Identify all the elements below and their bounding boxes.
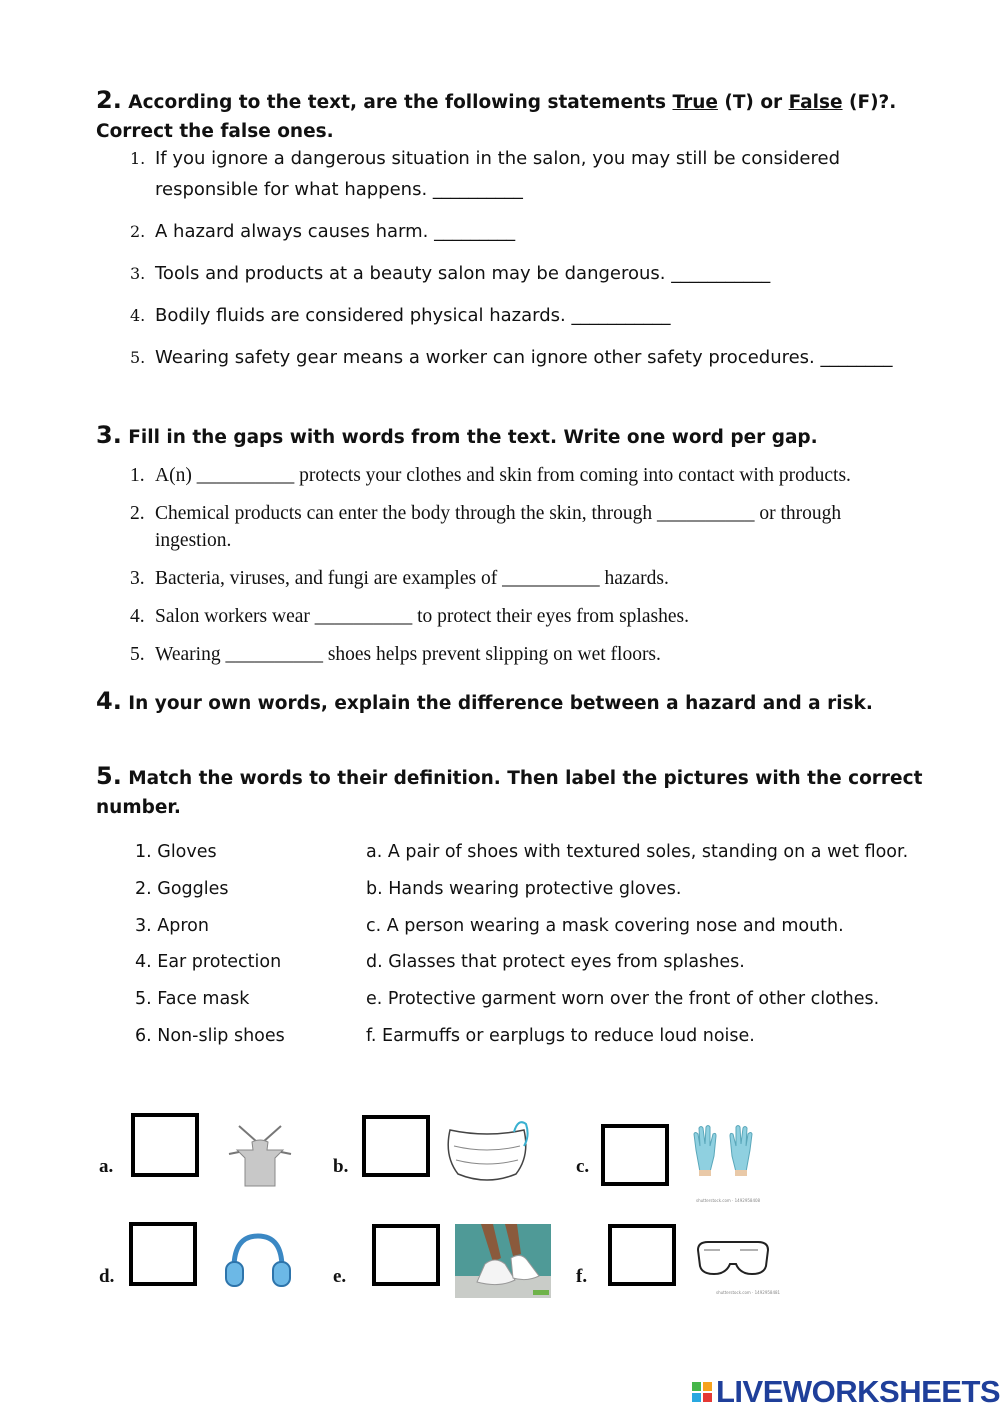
apron-icon (225, 1120, 295, 1190)
match-word: 3. Apron (135, 915, 209, 936)
match-word: 5. Face mask (135, 989, 250, 1010)
match-definition: a. A pair of shoes with textured soles, standing on a wet floor. (366, 842, 909, 862)
q2-heading: 2. According to the text, are the following statements True (T) or False (F)?. Correct the false ones. (96, 86, 897, 142)
match-word: 4. Ear protection (135, 952, 282, 973)
picture-label-b: b. (333, 1156, 349, 1177)
q4-number: 4. (96, 687, 122, 715)
answer-box-b[interactable] (362, 1115, 430, 1177)
q3-gap-sentence: 5. Wearing __________ shoes helps prevent slipping on wet floors. (130, 644, 661, 665)
q5-definition-list (366, 834, 908, 1055)
q2-statement: 3. Tools and products at a beauty salon may be dangerous. ___________ (130, 263, 771, 284)
picture-label-c: c. (576, 1156, 590, 1177)
q4-heading: 4. In your own words, explain the difference between a hazard and a risk. (96, 687, 873, 715)
logo-text: LIVEWORKSHEETS (716, 1374, 1000, 1409)
answer-box-f[interactable] (608, 1224, 676, 1286)
q2-statement: 2. A hazard always causes harm. _________ (130, 221, 516, 242)
answer-box-a[interactable] (131, 1113, 199, 1177)
goggles-icon (694, 1236, 772, 1280)
picture-label-e: e. (333, 1266, 347, 1287)
match-definition: b. Hands wearing protective gloves. (366, 878, 682, 899)
q2-statement: 4. Bodily fluids are considered physical hazards. ___________ (130, 305, 671, 326)
q2-statement: 1. If you ignore a dangerous situation in the salon, you may still be considered responsible for what happens. __________ (130, 148, 841, 200)
ear-protection-icon (222, 1232, 294, 1290)
q3-gap-sentence: 2. Chemical products can enter the body through the skin, through __________ or through ingestion. (130, 503, 842, 551)
match-definition: d. Glasses that protect eyes from splashes. (366, 952, 745, 973)
match-word: 1. Gloves (135, 842, 217, 862)
q3-number: 3. (96, 421, 122, 449)
liveworksheets-logo-icon (692, 1382, 712, 1402)
q5-word-list (135, 834, 285, 1055)
face-mask-icon (442, 1116, 532, 1188)
q5-heading: 5. Match the words to their definition. Then label the pictures with the correct number. (96, 762, 923, 818)
q2-statement: 5. Wearing safety gear means a worker can ignore other safety procedures. ________ (130, 347, 893, 368)
q5-number: 5. (96, 762, 122, 790)
non-slip-shoes-icon (455, 1224, 551, 1298)
true-word: True (672, 92, 718, 113)
false-word: False (788, 92, 843, 113)
match-word: 2. Goggles (135, 878, 229, 899)
gloves-icon (690, 1122, 756, 1178)
q2-statement-list (130, 143, 920, 384)
q3-gap-sentence: 3. Bacteria, viruses, and fungi are examples of __________ hazards. (130, 568, 669, 589)
q3-gap-sentence: 1. A(n) __________ protects your clothes and skin from coming into contact with products. (130, 465, 851, 486)
match-definition: f. Earmuffs or earplugs to reduce loud noise. (366, 1025, 755, 1046)
picture-label-f: f. (576, 1266, 588, 1287)
q3-gap-list (130, 462, 920, 679)
q3-gap-sentence: 4. Salon workers wear __________ to protect their eyes from splashes. (130, 606, 689, 627)
liveworksheets-logo[interactable] (692, 1374, 1000, 1410)
answer-box-e[interactable] (372, 1224, 440, 1286)
match-word: 6. Non-slip shoes (135, 1025, 285, 1046)
match-definition: e. Protective garment worn over the front of other clothes. (366, 989, 880, 1010)
answer-box-d[interactable] (129, 1222, 197, 1286)
picture-label-d: d. (99, 1266, 115, 1287)
q2-number: 2. (96, 86, 122, 114)
answer-box-c[interactable] (601, 1124, 669, 1186)
match-definition: c. A person wearing a mask covering nose and mouth. (366, 915, 844, 936)
stock-credit-gloves: shutterstock.com · 1492958408 (696, 1198, 761, 1203)
stock-credit-goggles: shutterstock.com · 1492958481 (716, 1290, 781, 1295)
q3-heading: 3. Fill in the gaps with words from the text. Write one word per gap. (96, 421, 818, 449)
picture-label-a: a. (99, 1156, 114, 1177)
